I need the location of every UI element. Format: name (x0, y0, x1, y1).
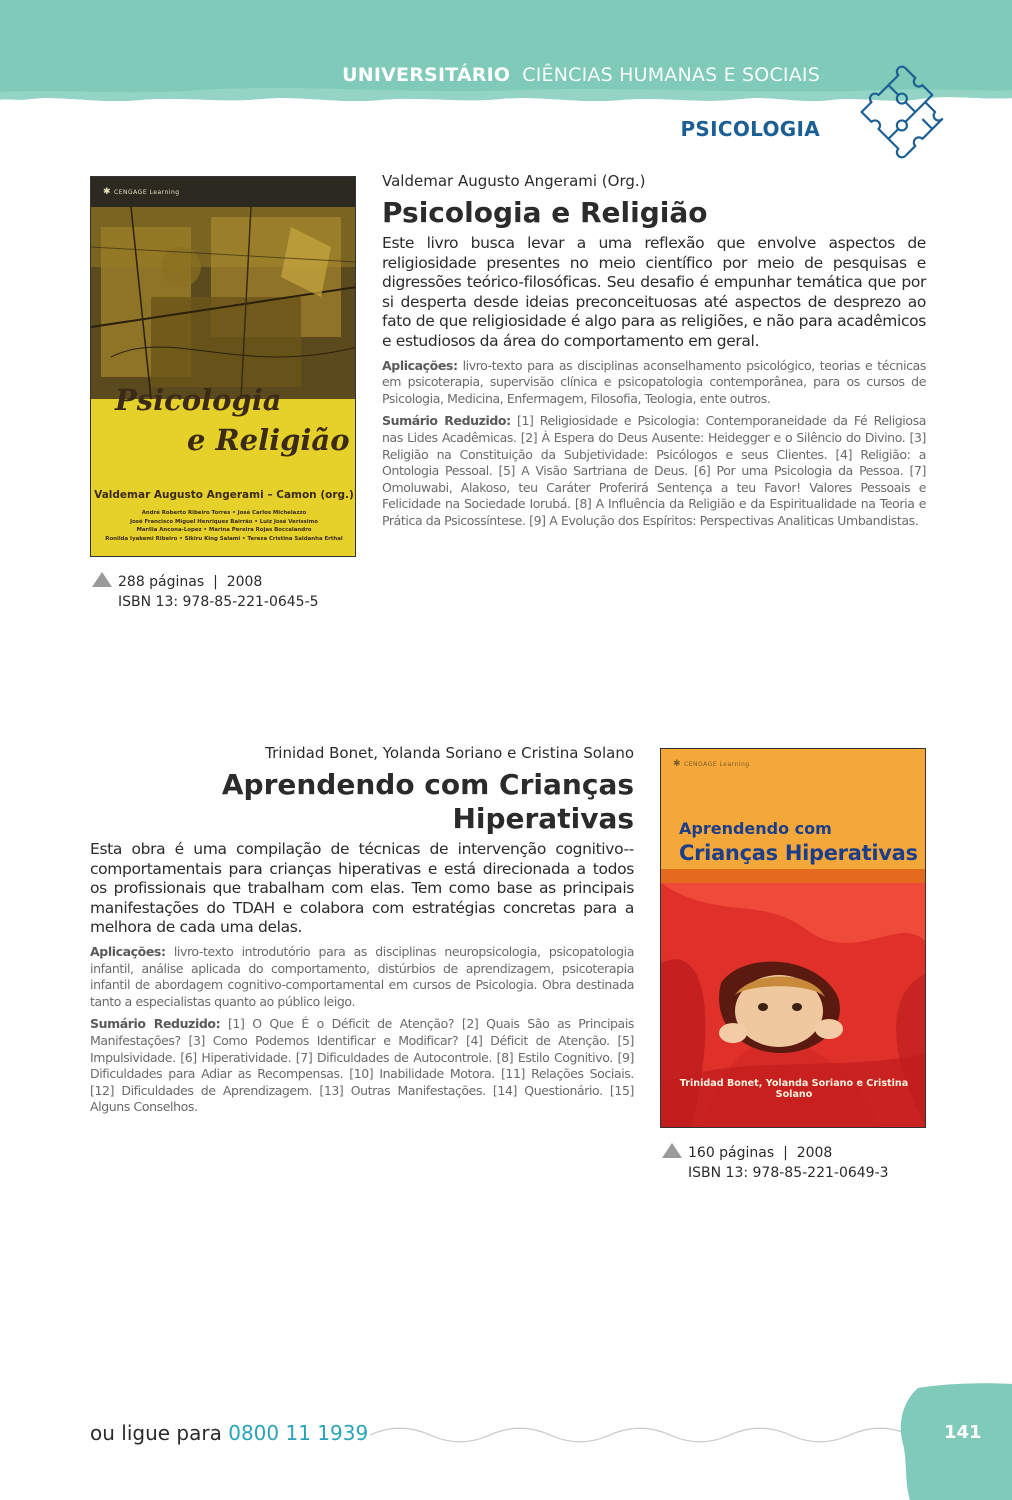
triangle-icon (662, 1143, 682, 1158)
book1-cover[interactable] (90, 176, 356, 557)
category-sub: CIÊNCIAS HUMANAS E SOCIAIS (522, 64, 820, 86)
book2-pages: 160 páginas (688, 1145, 775, 1161)
footer-call-text: ou ligue para (90, 1421, 222, 1445)
book1-year: 2008 (226, 574, 263, 590)
page-number: 141 (944, 1422, 982, 1443)
publisher-logo (103, 187, 180, 197)
book1-details (382, 172, 926, 536)
cover-stripe (661, 869, 926, 883)
coauthors-line: José Francisco Miguel Henriques Bairrão • Luiz José Veríssimo (130, 518, 318, 525)
book2-title-line1: Aprendendo com Crianças (221, 768, 634, 801)
footer-contact (90, 1421, 368, 1445)
applications-label: Aplicações: (90, 943, 166, 959)
book1-author: Valdemar Augusto Angerami (Org.) (382, 172, 646, 190)
cover-title-line2: Crianças Hiperativas (679, 841, 918, 865)
book2-description: Esta obra é uma compilação de técnicas de intervenção cognitivo--comportamentais para crianças hiperativas e está direcionada a todos os profissionais que trabalham com elas. Tem como base as principais manifestações do TDAH e colabora com estratégias concretas para a melhora de cada uma delas. (90, 840, 634, 937)
book2-title[interactable] (90, 768, 634, 836)
book2-year: 2008 (796, 1145, 833, 1161)
subcategory-heading: PSICOLOGIA (680, 117, 820, 141)
summary-text: [1] Religiosidade e Psicologia: Contemporaneidade da Fé Religiosa nas Lides Acadêmicas. [2] À Espera do Deus Ausente: Heidegger e o Silêncio do Divino. [3] Religião na Constituição da Subjetividade: Psicólogos e seus Clientes. [4] Religião: a Ontologia Pessoal. [5] A Visão Sartriana de Deus. [6] Por uma Psicologia da Pessoa. [7] Omoluwabi, Alakoso, teu Caráter Proferirá Sentença a teu Favor! Valores Pessoais e Felicidade na Sociedade Iorubá. [8] A Influência da Religião e da Espiritualidade na Teoria e Prática da Psicossíntese. [9] A Evolução dos Espíritos: Perspectivas Analiticas Umbandistas. (382, 413, 926, 528)
applications-text: livro-texto para as disciplinas aconselhamento psicológico, teorias e técnicas em psicoterapia, supervisão clínica e psicopatologia contemporânea, para os cursos de Psicologia, Medicina, Enfermagem, Filosofia, Teologia, ente outros. (382, 357, 926, 406)
cengage-star-icon: ✱ (673, 759, 682, 769)
coauthors-line: Ronilda Iyakemi Ribeiro • Sikiru King Salami • Tereza Cristina Saldanha Erthal (105, 535, 343, 542)
book2-title-line2: Hiperativas (452, 802, 634, 835)
book1-summary (382, 413, 926, 529)
book1-meta: 288 páginas | 2008 ISBN 13: 978-85-221-0645-5 (92, 572, 319, 612)
footer-phone-link[interactable]: 0800 11 1939 (228, 1421, 369, 1445)
book2-isbn: ISBN 13: 978-85-221-0649-3 (688, 1165, 889, 1181)
coauthors-line: Marília Ancona-Lopez • Marina Pereira Rojas Boccalandro (136, 527, 312, 534)
book2-summary (90, 1016, 634, 1116)
book1-applications (382, 358, 926, 408)
cover-artwork (91, 207, 356, 399)
cover-author: Trinidad Bonet, Yolanda Soriano e Cristina Solano (679, 1078, 909, 1100)
publisher-name: CENGAGE Learning (684, 760, 750, 768)
applications-label: Aplicações: (382, 357, 458, 373)
footer-wave-decoration (370, 1424, 930, 1446)
category-main: UNIVERSITÁRIO (342, 64, 511, 86)
cover-title-line2: e Religião (187, 423, 350, 457)
triangle-icon (92, 572, 112, 587)
book2-meta: 160 páginas | 2008 ISBN 13: 978-85-221-0649-3 (662, 1143, 889, 1183)
cover-title-line1: Psicologia (115, 383, 282, 417)
applications-text: livro-texto introdutório para as disciplinas neuropsicologia, psicopatologia infantil, análise aplicada do comportamento, distúrbios de aprendizagem, psicoterapia infantil de abordagem cognitivo-comportamental em cursos de Psicologia. Obra destinada tanto a especialistas quanto ao público leigo. (90, 943, 634, 1009)
book1-isbn: ISBN 13: 978-85-221-0645-5 (118, 594, 319, 610)
book1-description: Este livro busca levar a uma reflexão que envolve aspectos de religiosidade presentes no meio científico por meio de pesquisas e digressões teórico-filosóficas. Seu desafio é empunhar temática que por si desperta desde ideias preconceituosas até aspectos de desprezo ao fato de que religiosidade é algo para as religiões, e não para acadêmicos e estudiosos da área do comportamento em geral. (382, 234, 926, 350)
cover-author: Valdemar Augusto Angerami – Camon (org.) (94, 489, 354, 501)
cengage-star-icon: ✱ (103, 187, 112, 197)
puzzle-icon (852, 60, 956, 164)
book2-details (90, 744, 634, 1122)
book2-author: Trinidad Bonet, Yolanda Soriano e Cristina Solano (265, 744, 634, 762)
cover-coauthors (97, 509, 351, 543)
book1-pages: 288 páginas (118, 574, 205, 590)
publisher-logo (673, 759, 750, 769)
summary-text: [1] O Que É o Déficit de Atenção? [2] Quais São as Principais Manifestações? [3] Como Podemos Identificar e Modificar? [4] Déficit de Atenção. [5] Impulsividade. [6] Hiperatividade. [7] Dificuldades de Autocontrole. [8] Estilo Cognitivo. [9] Dificuldades para Adiar as Recompensas. [10] Inabilidade Motora. [11] Relações Sociais. [12] Dificuldades de Aprendizagem. [13] Outras Manifestações. [14] Questionário. [15] Alguns Conselhos. (90, 1016, 634, 1115)
book1-title[interactable]: Psicologia e Religião (382, 196, 708, 229)
coauthors-line: André Roberto Ribeiro Torres • José Carlos Michelazzo (141, 510, 307, 516)
category-heading (342, 64, 820, 86)
summary-label: Sumário Reduzido: (90, 1016, 221, 1032)
publisher-name: CENGAGE Learning (114, 188, 180, 196)
book2-applications (90, 944, 634, 1010)
book2-cover[interactable] (660, 748, 926, 1128)
cover-title-line1: Aprendendo com (679, 819, 832, 838)
summary-label: Sumário Reduzido: (382, 413, 511, 429)
